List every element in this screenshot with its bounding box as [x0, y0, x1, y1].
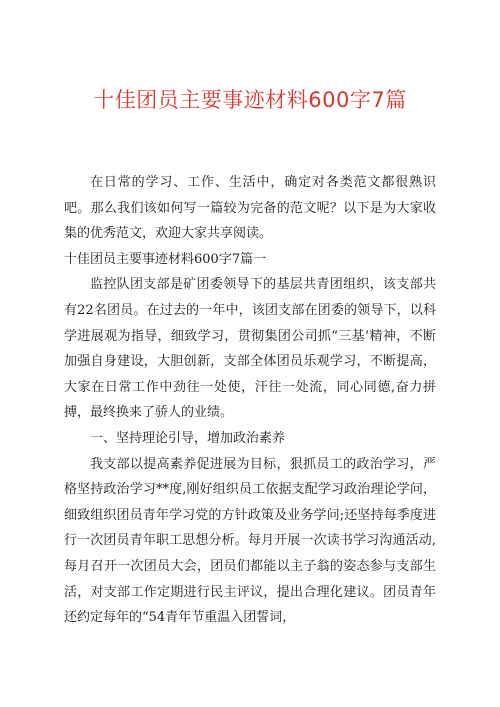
body-paragraph-2: 我支部以提高素养促进展为目标，狠抓员工的政治学习，严格坚持政治学习**度,刚好组织员工依据支配学习政治理论学问，细致组织团员青年学习党的方针政策及业务学问;还坚持每季度进行一次团员青年职工思想分析。每月开展一次读书学习沟通活动,每月召开一次团员大会，团员们都能以主子翁的姿态参与支部生活，对支部工作定期进行民主评议，提出合理化建议。团员青年还约定每年的“54青年节重温入团誓词，: [64, 456, 436, 626]
section-heading-1: 一、坚持理论引导，增加政治素养: [90, 430, 286, 446]
document-title: 十佳团员主要事迹材料600字7篇: [93, 88, 407, 112]
body-paragraph-1: 监控队团支部是矿团委领导下的基层共青团组织，该支部共有22名团员。在过去的一年中，该团支部在团委的领导下，以科学进展观为指导，细致学习，贯彻集团公司抓“三基’精神，不断加强自身建设，大胆创新，支部全体团员乐观学习，不断提高，大家在日常工作中劲往一处使，汗往一处流，同心同德,奋力拼搏，最终换来了骄人的业绩。: [64, 277, 436, 421]
intro-paragraph: 在日常的学习、工作、生活中，确定对各类范文都很熟识吧。那么我们该如何写一篇较为完备的范文呢？以下是为大家收集的优秀范文，欢迎大家共享阅读。: [64, 175, 436, 242]
document-body: [64, 170, 436, 631]
article-subtitle: 十佳团员主要事迹材料600字7篇一: [64, 251, 267, 267]
